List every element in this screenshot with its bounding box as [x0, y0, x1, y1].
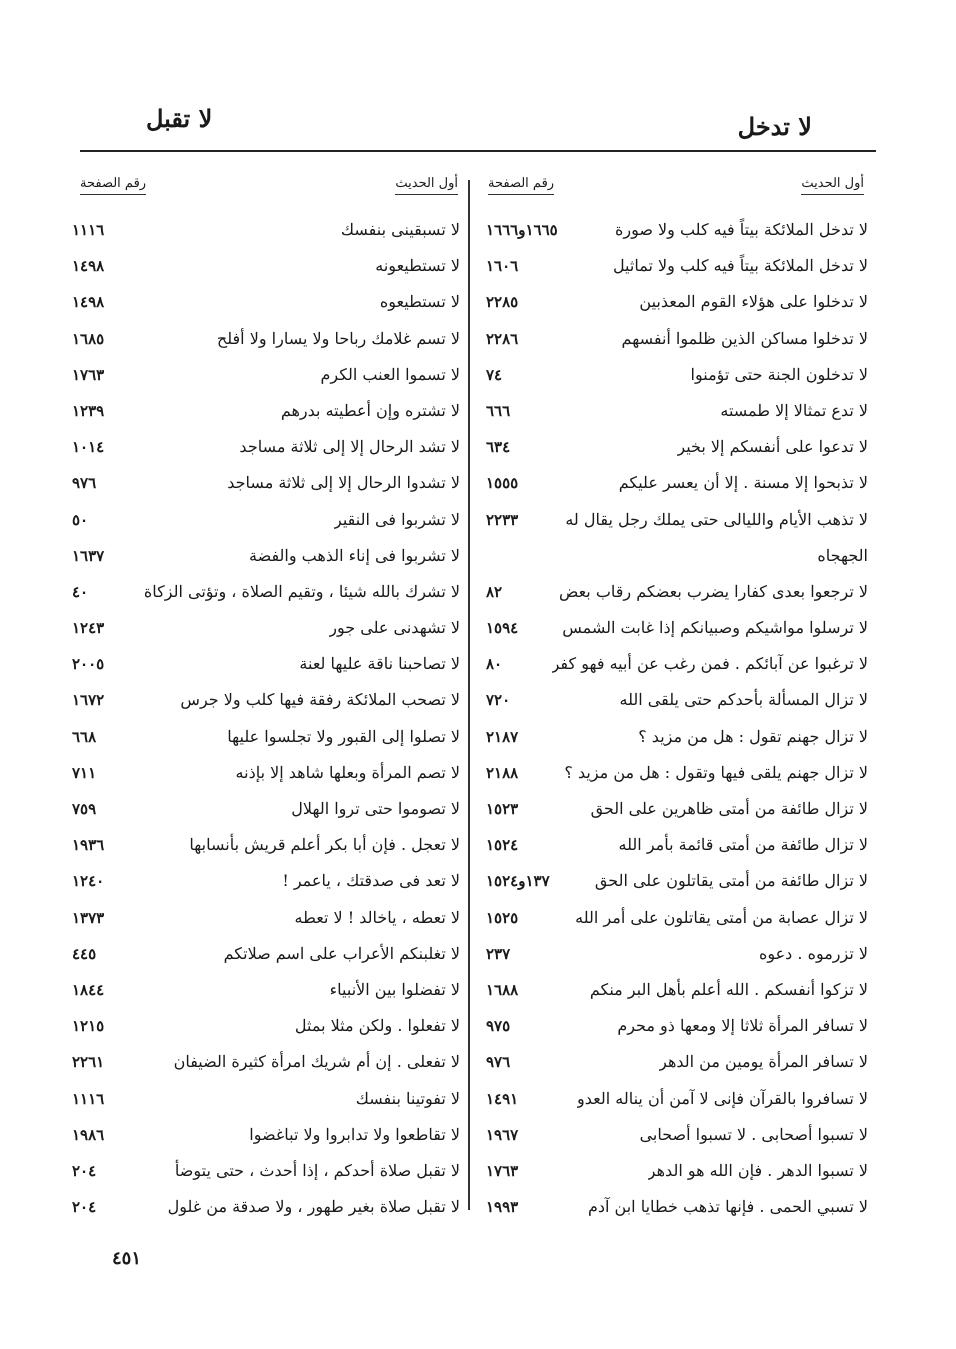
index-entry-row — [486, 327, 868, 363]
index-entry-row — [72, 290, 460, 326]
index-entry-row — [486, 869, 868, 905]
page-reference: ١٢٤٣ — [72, 619, 105, 638]
page-reference: ٨٠ — [486, 655, 503, 674]
hadith-opening-text: لا تعجل . فإن أبا بكر أعلم قريش بأنسابها — [189, 835, 460, 855]
page-reference: ٩٧٦ — [486, 1053, 511, 1072]
hadith-opening-text: لا تشدوا الرحال إلا إلى ثلاثة مساجد — [227, 473, 460, 493]
index-entry-row — [486, 833, 868, 869]
hadith-opening-text: لا تصلوا إلى القبور ولا تجلسوا عليها — [227, 726, 460, 746]
index-entry-row — [486, 218, 868, 254]
hadith-opening-text: لا تدخل الملائكة بيتاً فيه كلب ولا تماثيل — [612, 256, 868, 276]
hadith-opening-text: لا تفضلوا بين الأنبياء — [329, 979, 460, 999]
index-entry-row — [72, 942, 460, 978]
index-entry-row — [486, 725, 868, 761]
index-entry-row — [486, 1195, 868, 1231]
page-reference: ٢٢٨٦ — [486, 329, 519, 348]
page-reference: ٢٢٦١ — [72, 1053, 105, 1072]
index-entry-row — [486, 978, 868, 1014]
index-entry-row — [72, 1159, 460, 1195]
hadith-opening-text: لا تشهدنى على جور — [329, 618, 460, 638]
index-entry-row — [72, 652, 460, 688]
hadith-opening-text: لا تسم غلامك رباحا ولا يسارا ولا أفلح — [216, 328, 460, 348]
hadith-opening-text: لا تقبل صلاة أحدكم ، إذا أحدث ، حتى يتوضأ — [174, 1160, 460, 1180]
hadith-opening-text: لا تصم المرأة وبعلها شاهد إلا بإذنه — [235, 762, 460, 782]
page-reference: ١٩٦٧ — [486, 1125, 519, 1144]
page-reference: ١٥٢٣ — [486, 800, 519, 818]
page-reference: ١٧٦٣ — [72, 365, 105, 384]
page-reference: ٧١١ — [72, 763, 97, 782]
page-reference: ٩٧٥ — [486, 1017, 511, 1036]
hadith-opening-text: لا تزال عصابة من أمتى يقاتلون على أمر الله — [575, 907, 868, 927]
index-entry-row — [486, 761, 868, 797]
page-reference: ١٦٣٧ — [72, 546, 105, 565]
page-number: ٤٥١ — [112, 1248, 142, 1269]
index-entry-row — [72, 508, 460, 544]
index-entry-row — [486, 399, 868, 435]
page-reference: ١١١٦ — [72, 221, 105, 239]
page-reference: ١٦٨٨ — [486, 980, 519, 999]
hadith-opening-text: لا تفوتينا بنفسك — [355, 1088, 460, 1108]
page-reference: ٢٢٣٣ — [486, 510, 519, 529]
index-entry-row — [486, 435, 868, 471]
hadith-opening-text: لا تزال طائفة من أمتى قائمة بأمر الله — [618, 835, 868, 855]
page-reference: ٤٤٥ — [72, 944, 97, 963]
page-reference: ٢٠٤ — [72, 1198, 97, 1217]
page-reference: ١٠١٤ — [72, 438, 105, 457]
page-reference: ١٣٧و١٥٢٤ — [486, 872, 550, 891]
hadith-opening-text: لا تشربوا فى إناء الذهب والفضة — [248, 545, 460, 565]
page-reference: ٧٤ — [486, 365, 503, 384]
hadith-opening-text: لا تفعلوا . ولكن مثلا بمثل — [294, 1016, 460, 1036]
index-entry-row — [72, 761, 460, 797]
index-entry-row — [72, 544, 460, 580]
index-entry-row — [72, 327, 460, 363]
hadith-opening-text: لا تستطيعوه — [379, 292, 460, 312]
hadith-opening-text: لا ترجعوا بعدى كفارا يضرب بعضكم رقاب بعض — [558, 581, 868, 601]
page-reference: ١٣٧٣ — [72, 908, 105, 927]
right-col-head-page: رقم الصفحة — [488, 176, 554, 195]
page-reference: ١٩٨٦ — [72, 1125, 105, 1144]
hadith-opening-text: لا تعد فى صدقتك ، ياعمر ! — [282, 871, 460, 891]
hadith-opening-text: لا تشربوا فى النقير — [334, 509, 460, 529]
hadith-opening-text: لا تقاطعوا ولا تدابروا ولا تباغضوا — [249, 1124, 460, 1144]
page-reference: ١٢١٥ — [72, 1017, 105, 1036]
page-reference: ٦٦٨ — [72, 727, 97, 746]
index-entry-row — [72, 978, 460, 1014]
index-entry-row — [486, 616, 868, 652]
page-reference: ١٦٠٦ — [486, 257, 519, 276]
right-column-entries — [486, 218, 868, 1231]
index-entry-row — [72, 906, 460, 942]
page-reference: ١٦٦٥و١٦٦٦ — [486, 221, 558, 239]
index-entry-row — [72, 254, 460, 290]
hadith-opening-text: لا تزال طائفة من أمتى يقاتلون على الحق — [594, 871, 868, 891]
index-entry-row — [72, 1014, 460, 1050]
page-reference: ١٥٥٥ — [486, 474, 519, 493]
index-entry-row — [486, 471, 868, 507]
index-entry-row — [72, 616, 460, 652]
hadith-opening-text: لا تصوموا حتى تروا الهلال — [291, 799, 460, 818]
hadith-opening-text: لا تصاحبنا ناقة عليها لعنة — [299, 654, 460, 674]
hadith-opening-text: لا تدعوا على أنفسكم إلا بخير — [677, 437, 868, 457]
page-reference: ٩٧٦ — [72, 474, 97, 493]
right-col-head-text: أول الحديث — [801, 176, 864, 195]
hadith-opening-text: لا تزال طائفة من أمتى ظاهرين على الحق — [590, 799, 868, 818]
page-reference: ٦٦٦ — [486, 401, 511, 420]
hadith-opening-text: الجهجاه — [817, 545, 868, 565]
hadith-opening-text: لا تصحب الملائكة رفقة فيها كلب ولا جرس — [180, 690, 460, 710]
index-entry-row — [486, 1014, 868, 1050]
index-entry-row — [72, 1087, 460, 1123]
index-entry-row — [72, 580, 460, 616]
page-reference: ٧٥٩ — [72, 800, 97, 818]
index-entry-row — [486, 1159, 868, 1195]
index-entry-row — [486, 1050, 868, 1086]
page-reference: ١٩٣٦ — [72, 836, 105, 855]
hadith-opening-text: لا تسموا العنب الكرم — [320, 364, 460, 384]
page-reference: ٨٢ — [486, 582, 503, 601]
index-entry-row — [486, 1087, 868, 1123]
index-entry-row — [486, 544, 868, 580]
page-reference: ١١١٦ — [72, 1089, 105, 1108]
index-entry-row — [72, 218, 460, 254]
hadith-opening-text: لا تسبقينى بنفسك — [340, 220, 460, 239]
hadith-opening-text: لا تعطه ، ياخالد ! لا تعطه — [294, 907, 460, 927]
page-reference: ١٦٧٢ — [72, 691, 105, 710]
page-reference: ١٢٣٩ — [72, 401, 105, 420]
hadith-opening-text: لا تسبوا الدهر . فإن الله هو الدهر — [647, 1160, 868, 1180]
page-reference: ١٧٦٣ — [486, 1161, 519, 1180]
page-reference: ٢٢٨٥ — [486, 293, 519, 312]
index-entry-row — [72, 1123, 460, 1159]
running-header-right: لا تدخل — [737, 112, 812, 141]
page-reference: ١٤٩٨ — [72, 293, 105, 312]
hadith-opening-text: لا تدخلوا مساكن الذين ظلموا أنفسهم — [621, 328, 868, 348]
index-entry-row — [486, 652, 868, 688]
index-entry-row — [486, 797, 868, 833]
page-reference: ١٥٩٤ — [486, 619, 519, 638]
hadith-opening-text: لا تذبحوا إلا مسنة . إلا أن يعسر عليكم — [618, 473, 868, 493]
page-reference: ٢١٨٨ — [486, 763, 519, 782]
column-divider — [468, 180, 470, 1210]
hadith-opening-text: لا تزال جهنم تقول : هل من مزيد ؟ — [638, 726, 868, 746]
index-entry-row — [72, 471, 460, 507]
page-reference: ١٢٤٠ — [72, 872, 105, 891]
page-reference: ٢٣٧ — [486, 944, 511, 963]
index-entry-row — [72, 688, 460, 724]
page-reference: ٢٠٠٥ — [72, 655, 105, 674]
hadith-opening-text: لا تذهب الأيام والليالى حتى يملك رجل يقال له — [565, 509, 868, 529]
hadith-opening-text: لا تدخلون الجنة حتى تؤمنوا — [690, 364, 868, 384]
index-entry-row — [72, 1195, 460, 1231]
index-entry-row — [486, 290, 868, 326]
page-reference: ١٦٨٥ — [72, 329, 105, 348]
left-col-head-text: أول الحديث — [395, 176, 458, 195]
hadith-opening-text: لا تشرك بالله شيئا ، وتقيم الصلاة ، وتؤتى الزكاة — [143, 581, 460, 601]
hadith-opening-text: لا تستطيعونه — [375, 256, 460, 276]
page-reference: ١٤٩١ — [486, 1089, 519, 1108]
left-col-head-page: رقم الصفحة — [80, 176, 146, 195]
index-entry-row — [486, 942, 868, 978]
page-reference: ١٥٢٤ — [486, 836, 519, 855]
index-entry-row — [486, 254, 868, 290]
index-entry-row — [72, 833, 460, 869]
index-entry-row — [486, 688, 868, 724]
index-entry-row — [72, 399, 460, 435]
index-entry-row — [486, 363, 868, 399]
page-reference: ٧٢٠ — [486, 691, 511, 710]
page-reference: ٤٠ — [72, 582, 89, 601]
hadith-opening-text: لا تسبوا أصحابى . لا تسبوا أصحابى — [639, 1124, 868, 1144]
index-entry-row — [72, 725, 460, 761]
index-entry-row — [486, 580, 868, 616]
page-reference: ١٨٤٤ — [72, 980, 105, 999]
page-reference: ١٩٩٣ — [486, 1198, 519, 1217]
hadith-opening-text: لا تشتره وإن أعطيته بدرهم — [280, 400, 460, 420]
index-entry-row — [486, 1123, 868, 1159]
index-entry-row — [72, 869, 460, 905]
hadith-opening-text: لا تزال جهنم يلقى فيها وتقول : هل من مزيد ؟ — [564, 762, 868, 782]
hadith-opening-text: لا تدخل الملائكة بيتاً فيه كلب ولا صورة — [614, 220, 868, 239]
hadith-opening-text: لا تسافروا بالقرآن فإنى لا آمن أن يناله العدو — [577, 1088, 868, 1108]
page-reference: ٢٠٤ — [72, 1161, 97, 1180]
hadith-opening-text: لا تسبي الحمى . فإنها تذهب خطايا ابن آدم — [587, 1197, 868, 1217]
hadith-opening-text: لا تزكوا أنفسكم . الله أعلم بأهل البر منكم — [589, 979, 868, 999]
running-header-left: لا تقبل — [146, 104, 213, 133]
page-reference: ١٥٢٥ — [486, 908, 519, 927]
page-reference: ١٤٩٨ — [72, 257, 105, 276]
hadith-opening-text: لا تسافر المرأة يومين من الدهر — [659, 1052, 868, 1072]
hadith-opening-text: لا تزرموه . دعوه — [758, 943, 868, 963]
hadith-opening-text: لا تفعلى . إن أم شريك امرأة كثيرة الضيفان — [173, 1052, 460, 1072]
page-reference: ٦٣٤ — [486, 438, 511, 457]
hadith-opening-text: لا تزال المسألة بأحدكم حتى يلقى الله — [619, 690, 868, 710]
page-reference: ٢١٨٧ — [486, 727, 519, 746]
hadith-opening-text: لا ترسلوا مواشيكم وصبيانكم إذا غابت الشمس — [562, 618, 868, 638]
index-entry-row — [72, 1050, 460, 1086]
index-entry-row — [72, 363, 460, 399]
hadith-opening-text: لا تشد الرحال إلا إلى ثلاثة مساجد — [239, 437, 460, 457]
index-entry-row — [486, 906, 868, 942]
hadith-opening-text: لا تدخلوا على هؤلاء القوم المعذبين — [639, 292, 868, 312]
hadith-opening-text: لا تسافر المرأة ثلاثا إلا ومعها ذو محرم — [617, 1016, 868, 1036]
hadith-opening-text: لا تقبل صلاة بغير طهور ، ولا صدقة من غلول — [167, 1197, 460, 1217]
hadith-opening-text: لا تدع تمثالا إلا طمسته — [720, 400, 868, 420]
hadith-opening-text: لا ترغبوا عن آبائكم . فمن رغب عن أبيه فهو كفر — [551, 654, 868, 674]
page-reference: ٥٠ — [72, 510, 89, 529]
index-entry-row — [72, 797, 460, 833]
index-entry-row — [72, 435, 460, 471]
header-rule — [80, 150, 876, 152]
left-column-entries — [72, 218, 460, 1231]
hadith-opening-text: لا تغلبنكم الأعراب على اسم صلاتكم — [223, 943, 460, 963]
index-entry-row — [486, 508, 868, 544]
